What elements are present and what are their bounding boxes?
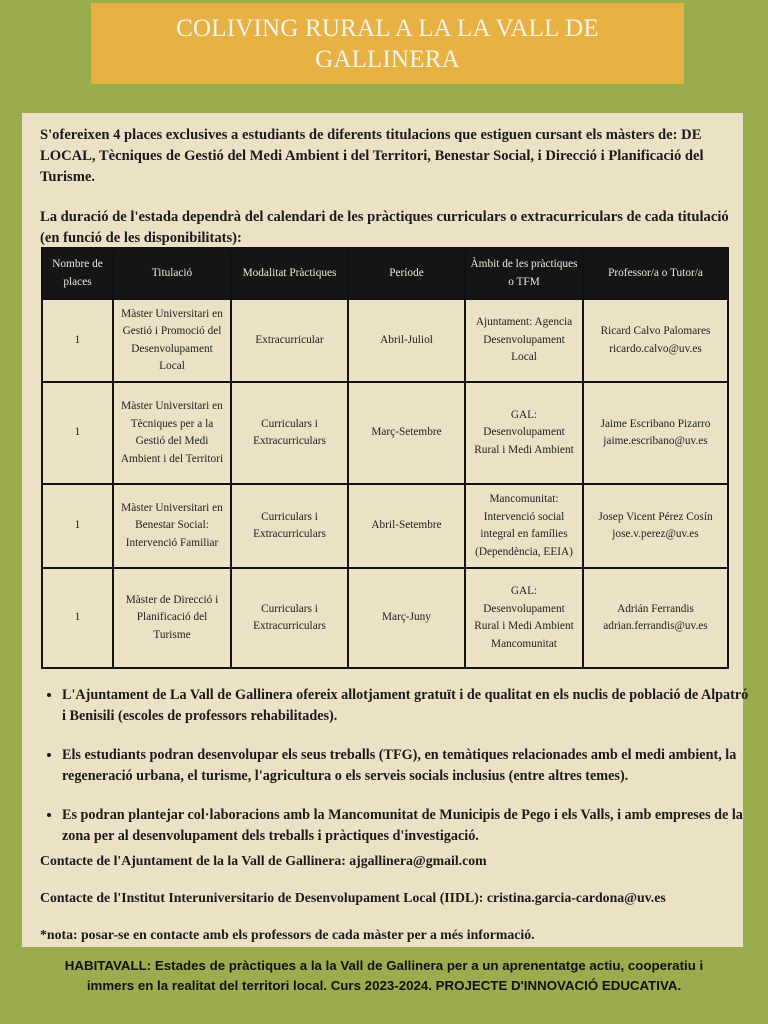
table-row bbox=[42, 382, 728, 484]
footer-line-1: HABITAVALL: Estades de pràctiques a la la Vall de Gallinera per a un aprenentatge actiu, cooperatiu i bbox=[64, 958, 704, 973]
contact-ajuntament: Contacte de l'Ajuntament de la la Vall de Gallinera: ajgallinera@gmail.com bbox=[40, 853, 487, 868]
bullet-item-collaborations: • Es podran plantejar col·laboracions amb la Mancomunitat de Municipis de Pego i els Valls, i amb empreses de la zona per al desenvolupament dels treballs i pràctiques d'investigació. bbox=[62, 805, 752, 847]
cell-titulacio: Màster Universitari en Benestar Social: Intervenció Familiar bbox=[113, 484, 231, 568]
content-panel bbox=[22, 113, 749, 947]
cell-periode: Abril-Juliol bbox=[348, 299, 465, 382]
cell-ambit: GAL: Desenvolupament Rural i Medi Ambient Mancomunitat bbox=[465, 568, 583, 668]
contact-iidl: Contacte de l'Institut Interuniversitario de Desenvolupament Local (IIDL): cristina.garcia-cardona@uv.es bbox=[40, 890, 666, 905]
tutor-email[interactable]: jaime.escribano@uv.es bbox=[603, 435, 708, 447]
cell-tutor bbox=[583, 568, 728, 668]
cell-places: 1 bbox=[42, 568, 113, 668]
cell-tutor bbox=[583, 484, 728, 568]
cell-periode: Març-Juny bbox=[348, 568, 465, 668]
cell-titulacio: Màster Universitari en Tècniques per a la Gestió del Medi Ambient i del Territori bbox=[113, 382, 231, 484]
cell-periode: Abril-Setembre bbox=[348, 484, 465, 568]
info-bullet-list bbox=[40, 685, 752, 865]
cell-modalitat: Curriculars i Extracurriculars bbox=[231, 382, 348, 484]
table-row bbox=[42, 299, 728, 382]
tutor-name: Josep Vicent Pérez Cosín bbox=[598, 510, 713, 523]
header-periode: Període bbox=[348, 248, 465, 299]
tutor-email[interactable]: ricardo.calvo@uv.es bbox=[609, 342, 702, 355]
placements-table bbox=[41, 247, 729, 669]
cell-titulacio: Màster de Direcció i Planificació del Turisme bbox=[113, 568, 231, 668]
cell-ambit: GAL: Desenvolupament Rural i Medi Ambient bbox=[465, 382, 583, 484]
cell-places: 1 bbox=[42, 299, 113, 382]
note-text: *nota: posar-se en contacte amb els professors de cada màster per a més informació. bbox=[40, 927, 535, 942]
header-places: Nombre de places bbox=[42, 248, 113, 299]
cell-modalitat: Extracurricular bbox=[231, 299, 348, 382]
footer-project-note bbox=[20, 956, 748, 996]
header-ambit: Àmbit de les pràctiques o TFM bbox=[465, 248, 583, 299]
cell-titulacio: Màster Universitari en Gestió i Promoció del Desenvolupament Local bbox=[113, 299, 231, 382]
bullet-item-tfg-topics: • Els estudiants podran desenvolupar els seus treballs (TFG), en temàtiques relacionades amb el medi ambient, la regeneració urbana, el turisme, l'agricultura o els serveis socials inclusius (entre altres temes). bbox=[62, 745, 752, 787]
tutor-email[interactable]: jose.v.perez@uv.es bbox=[612, 528, 699, 540]
intro-paragraph-1: S'ofereixen 4 places exclusives a estudiants de diferents titulacions que estiguen cursant els màsters de: DE LOCAL, Tècniques de Gestió del Medi Ambient i del Territori, Benestar Social, i Direcció i Planificació del Turisme. bbox=[40, 127, 704, 185]
title-line-2: GALLINERA bbox=[315, 45, 460, 73]
tutor-email[interactable]: adrian.ferrandis@uv.es bbox=[603, 620, 708, 632]
title-line-1: COLIVING RURAL A LA LA VALL DE bbox=[176, 14, 599, 42]
cell-periode: Març-Setembre bbox=[348, 382, 465, 484]
cell-ambit: Ajuntament: Agencia Desenvolupament Local bbox=[465, 299, 583, 382]
header-modalitat: Modalitat Pràctiques bbox=[231, 248, 348, 299]
cell-modalitat: Curriculars i Extracurriculars bbox=[231, 484, 348, 568]
table-row bbox=[42, 568, 728, 668]
cell-modalitat: Curriculars i Extracurriculars bbox=[231, 568, 348, 668]
footer-line-2: immers en la realitat del territori local. Curs 2023-2024. PROJECTE D'INNOVACIÓ EDUCATIVA. bbox=[86, 978, 682, 993]
intro-paragraph-2: La duració de l'estada dependrà del calendari de les pràctiques curriculars o extracurriculars de cada titulació (en funció de les disponibilitats): bbox=[40, 209, 729, 246]
tutor-name: Jaime Escribano Pizarro bbox=[600, 417, 711, 430]
header-tutor: Professor/a o Tutor/a bbox=[583, 248, 728, 299]
title-banner bbox=[91, 3, 684, 84]
cell-tutor bbox=[583, 382, 728, 484]
tutor-name: Adrián Ferrandis bbox=[617, 602, 694, 615]
cell-places: 1 bbox=[42, 382, 113, 484]
table-header-row bbox=[42, 248, 728, 299]
cell-ambit: Mancomunitat: Intervenció social integral en famílies (Dependència, EEIA) bbox=[465, 484, 583, 568]
cell-tutor bbox=[583, 299, 728, 382]
header-titulacio: Titulació bbox=[113, 248, 231, 299]
cell-places: 1 bbox=[42, 484, 113, 568]
table-row bbox=[42, 484, 728, 568]
bullet-item-accommodation: • L'Ajuntament de La Vall de Gallinera ofereix allotjament gratuït i de qualitat en els nuclis de població de Alpatró i Benisili (escoles de professors rehabilitades). bbox=[62, 685, 752, 727]
tutor-name: Ricard Calvo Palomares bbox=[600, 325, 711, 337]
